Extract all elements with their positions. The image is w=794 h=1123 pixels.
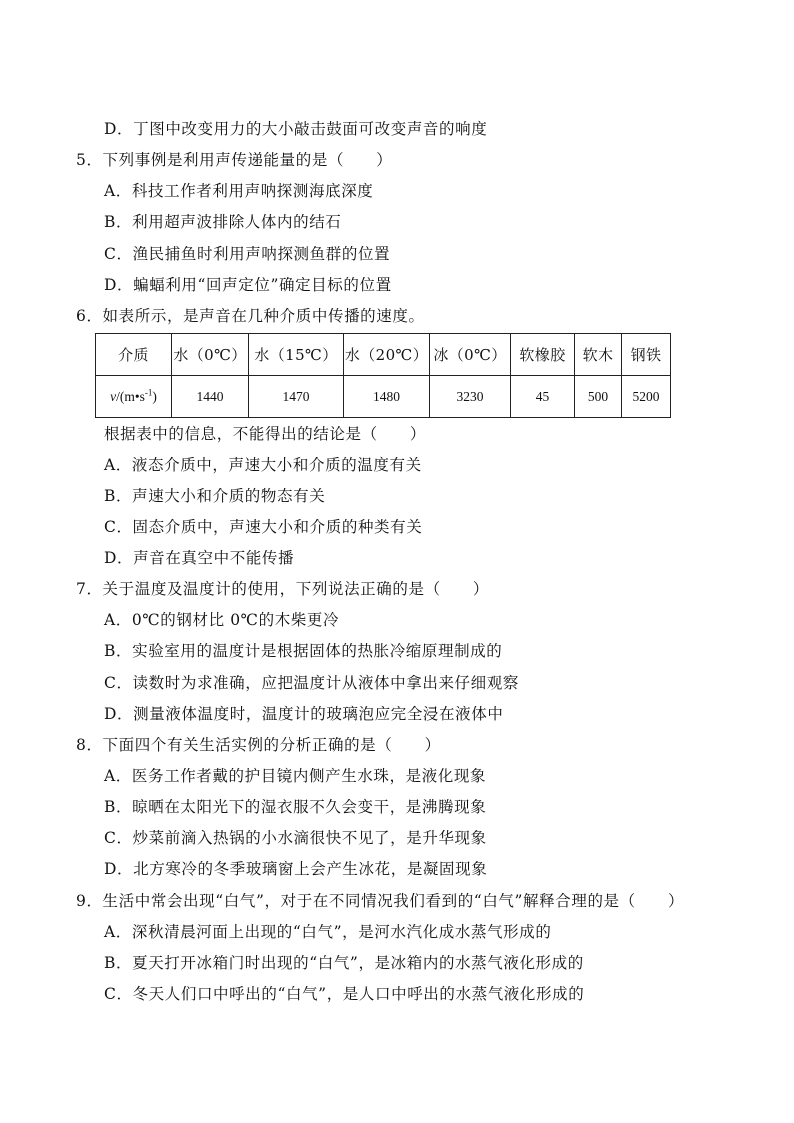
table-value-cell: 1470 — [249, 376, 344, 418]
q5-option-a: A．科技工作者利用声呐探测海底深度 — [104, 182, 374, 200]
q6-option-d: D．声音在真空中不能传播 — [104, 549, 295, 567]
table-value-cell: 45 — [511, 376, 575, 418]
table-header-cell: 软木 — [575, 334, 622, 376]
table-value-row — [96, 376, 671, 418]
q8-stem: 8．下面四个有关生活实例的分析正确的是（ ） — [76, 736, 441, 754]
q7-option-c: C．读数时为求准确，应把温度计从液体中拿出来仔细观察 — [104, 674, 519, 692]
table-header-row — [96, 334, 671, 376]
unit-close: ) — [152, 388, 157, 404]
q5-option-b: B．利用超声波排除人体内的结石 — [104, 213, 342, 231]
table-header-cell: 钢铁 — [622, 334, 671, 376]
q4-option-d: D．丁图中改变用力的大小敲击鼓面可改变声音的响度 — [104, 120, 488, 138]
q8-option-c: C．炒菜前滴入热锅的小水滴很快不见了，是升华现象 — [104, 829, 487, 847]
q5-option-c: C．渔民捕鱼时利用声呐探测鱼群的位置 — [104, 245, 391, 263]
q7-stem: 7．关于温度及温度计的使用，下列说法正确的是（ ） — [76, 580, 489, 598]
q8-option-b: B．晾晒在太阳光下的湿衣服不久会变干，是沸腾现象 — [104, 798, 487, 816]
table-value-cell: 3230 — [430, 376, 511, 418]
q7-option-d: D．测量液体温度时，温度计的玻璃泡应完全浸在液体中 — [104, 705, 504, 723]
sound-speed-table — [95, 333, 671, 418]
q8-option-a: A．医务工作者戴的护目镜内侧产生水珠，是液化现象 — [104, 767, 487, 785]
q7-option-a: A．0℃的钢材比 0℃的木柴更冷 — [104, 611, 340, 629]
velocity-symbol: v — [110, 388, 117, 404]
q7-option-b: B．实验室用的温度计是根据固体的热胀冷缩原理制成的 — [104, 642, 503, 660]
q9-option-c: C．冬天人们口中呼出的“白气”，是人口中呼出的水蒸气液化形成的 — [104, 985, 585, 1003]
q6-stem: 6．如表所示，是声音在几种介质中传播的速度。 — [76, 307, 425, 325]
q8-option-d: D．北方寒冷的冬季玻璃窗上会产生冰花，是凝固现象 — [104, 860, 488, 878]
table-unit-cell — [96, 376, 172, 418]
table-value-cell: 500 — [575, 376, 622, 418]
q5-stem: 5．下列事例是利用声传递能量的是（ ） — [76, 151, 393, 169]
table-header-cell: 介质 — [96, 334, 172, 376]
table-value-cell: 1480 — [344, 376, 430, 418]
table-header-cell: 水（20℃） — [344, 334, 430, 376]
q5-option-d: D．蝙蝠利用“回声定位”确定目标的位置 — [104, 276, 392, 294]
unit-text: /(m•s — [116, 388, 145, 404]
table-header-cell: 水（15℃） — [249, 334, 344, 376]
q6-option-b: B．声速大小和介质的物态有关 — [104, 487, 326, 505]
q6-option-c: C．固态介质中，声速大小和介质的种类有关 — [104, 518, 423, 536]
table-header-cell: 水（0℃） — [172, 334, 249, 376]
table-header-cell: 冰（0℃） — [430, 334, 511, 376]
q6-option-a: A．液态介质中，声速大小和介质的温度有关 — [104, 456, 422, 474]
table-value-cell: 1440 — [172, 376, 249, 418]
table-header-cell: 软橡胶 — [511, 334, 575, 376]
unit-exponent: -1 — [144, 387, 153, 397]
q9-stem: 9．生活中常会出现“白气”，对于在不同情况我们看到的“白气”解释合理的是（ ） — [76, 892, 685, 910]
table-value-cell: 5200 — [622, 376, 671, 418]
q9-option-b: B．夏天打开冰箱门时出现的“白气”，是冰箱内的水蒸气液化形成的 — [104, 954, 584, 972]
q9-option-a: A．深秋清晨河面上出现的“白气”，是河水汽化成水蒸气形成的 — [104, 923, 552, 941]
q6-instruction: 根据表中的信息，不能得出的结论是（ ） — [104, 425, 427, 443]
